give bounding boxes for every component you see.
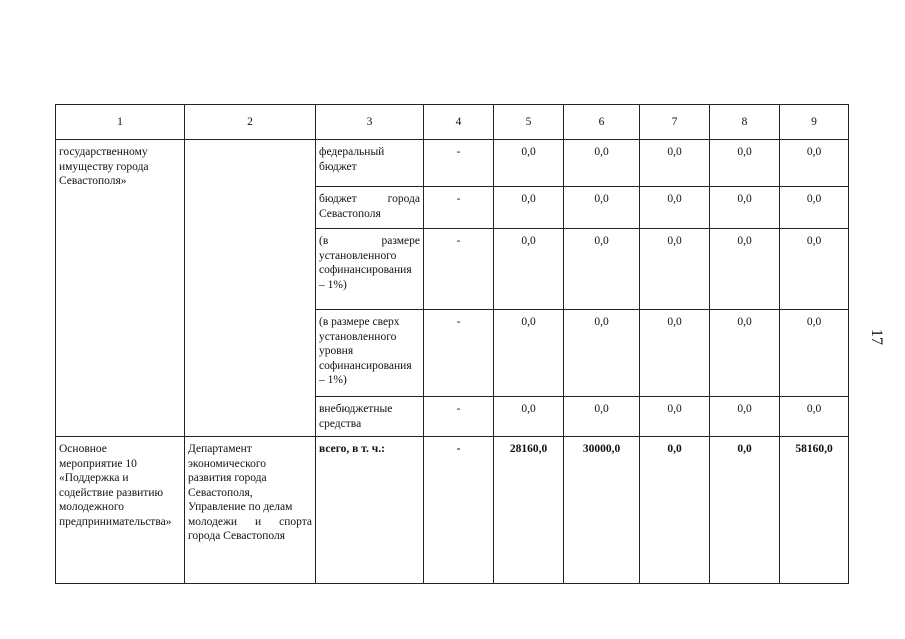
value-cell: 0,0: [640, 397, 710, 437]
value-cell: 0,0: [710, 310, 780, 397]
program-name-cell: [56, 140, 185, 437]
executor-line: Управление по делам: [188, 501, 293, 513]
name-line: Севастополя»: [59, 175, 127, 187]
header-cell: 6: [564, 105, 640, 140]
value-cell: 0,0: [710, 397, 780, 437]
value-cell: -: [424, 310, 494, 397]
funding-source-cell: [316, 397, 424, 437]
value-cell: 0,0: [564, 187, 640, 229]
value-cell: 0,0: [640, 229, 710, 310]
value-cell: 0,0: [710, 187, 780, 229]
name-line: молодежного: [59, 501, 125, 513]
value-cell: 0,0: [780, 397, 849, 437]
name-line: мероприятие 10: [59, 457, 137, 470]
source-line: софинансирования: [319, 359, 412, 372]
header-cell: 5: [494, 105, 564, 140]
header-cell: 4: [424, 105, 494, 140]
value-cell: 30000,0: [564, 437, 640, 584]
name-line: содействие развитию: [59, 486, 164, 499]
name-line: Основное: [59, 443, 107, 455]
source-line: средства: [319, 417, 362, 430]
funding-source-cell: [316, 310, 424, 397]
name-line: «Поддержка и: [59, 472, 129, 484]
value-cell: 0,0: [640, 310, 710, 397]
source-line: установленного: [319, 330, 397, 343]
executor-cell: [185, 437, 316, 584]
value-cell: 0,0: [494, 140, 564, 187]
value-cell: -: [424, 437, 494, 584]
value-cell: 0,0: [710, 437, 780, 584]
header-cell: 7: [640, 105, 710, 140]
value-cell: 0,0: [494, 310, 564, 397]
source-line: Севастополя: [319, 207, 381, 220]
source-line: (в размере сверх: [319, 316, 400, 328]
value-cell: 0,0: [564, 140, 640, 187]
value-cell: 0,0: [494, 187, 564, 229]
source-line: – 1%): [319, 374, 347, 386]
table-header-row: [56, 105, 849, 140]
value-cell: 58160,0: [780, 437, 849, 584]
executor-line: Департамент: [188, 443, 252, 455]
header-cell: 1: [56, 105, 185, 140]
value-cell: 0,0: [780, 187, 849, 229]
source-line: – 1%): [319, 278, 347, 291]
page-number: 17: [868, 329, 885, 345]
value-cell: 0,0: [640, 187, 710, 229]
name-line: государственному: [59, 146, 148, 158]
name-line: предпринимательства»: [59, 515, 172, 528]
source-line: уровня: [319, 345, 354, 357]
value-cell: -: [424, 140, 494, 187]
value-cell: 0,0: [564, 229, 640, 310]
executor-line: молодежи и спорта: [188, 515, 312, 528]
header-cell: 2: [185, 105, 316, 140]
name-line: имуществу города: [59, 160, 149, 173]
executor-line: развития города: [188, 472, 267, 484]
source-line: федеральный: [319, 146, 385, 158]
source-line: бюджет: [319, 160, 357, 173]
executor-line: экономического: [188, 457, 267, 470]
value-cell: -: [424, 397, 494, 437]
source-line: внебюджетные: [319, 403, 393, 415]
value-cell: 0,0: [710, 140, 780, 187]
source-line: установленного: [319, 249, 397, 262]
source-line: бюджет города: [319, 193, 420, 205]
program-name-cell: [56, 437, 185, 584]
value-cell: 28160,0: [494, 437, 564, 584]
source-line: софинансирования: [319, 264, 412, 276]
value-cell: 0,0: [780, 229, 849, 310]
value-cell: -: [424, 187, 494, 229]
header-cell: 8: [710, 105, 780, 140]
value-cell: 0,0: [710, 229, 780, 310]
value-cell: -: [424, 229, 494, 310]
funding-source-cell: [316, 187, 424, 229]
header-cell: 3: [316, 105, 424, 140]
value-cell: 0,0: [640, 437, 710, 584]
value-cell: 0,0: [640, 140, 710, 187]
value-cell: 0,0: [780, 140, 849, 187]
funding-source-cell: [316, 229, 424, 310]
budget-table: [55, 104, 849, 584]
source-line: (в размере: [319, 235, 420, 247]
funding-source-cell: всего, в т. ч.:: [316, 437, 424, 584]
value-cell: 0,0: [780, 310, 849, 397]
value-cell: 0,0: [564, 310, 640, 397]
executor-line: города Севастополя: [188, 530, 285, 542]
value-cell: 0,0: [494, 397, 564, 437]
executor-line: Севастополя,: [188, 486, 253, 499]
table-row: [56, 437, 849, 584]
header-cell: 9: [780, 105, 849, 140]
value-cell: 0,0: [564, 397, 640, 437]
funding-source-cell: [316, 140, 424, 187]
table-row: [56, 140, 849, 187]
executor-cell: [185, 140, 316, 437]
value-cell: 0,0: [494, 229, 564, 310]
